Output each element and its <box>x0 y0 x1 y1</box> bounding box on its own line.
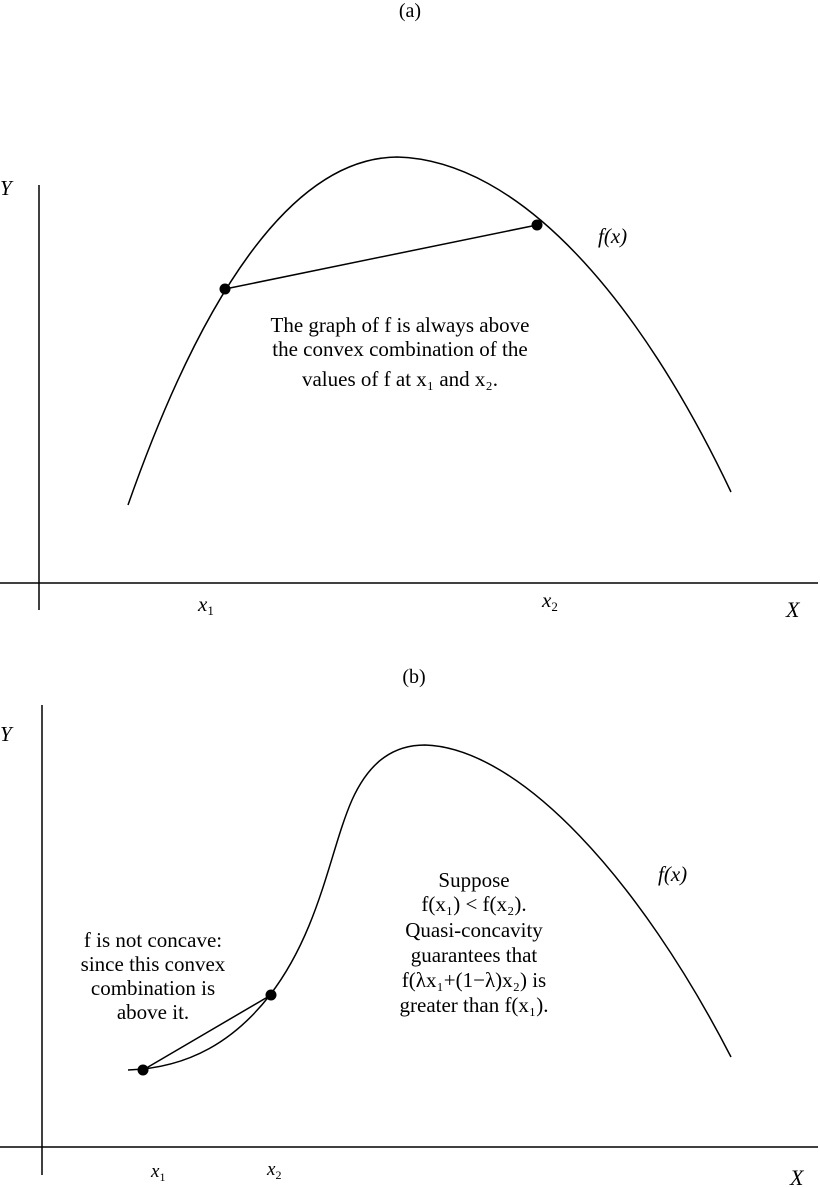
panel-a-note-line3: values of f at x₁ and x₂. <box>301 367 499 391</box>
panel-a-note-line2: the convex combination of the <box>272 337 528 361</box>
panel-a-y-axis-label: Y <box>0 176 12 200</box>
panel-b-right-note-line2: f(x₁) < f(x₂). <box>421 892 527 916</box>
panel-b <box>0 666 818 1187</box>
panel-b-right-note-line1: Suppose <box>438 868 510 892</box>
panel-a-caption: (a) <box>398 0 422 22</box>
panel-a-point-x1 <box>220 284 231 295</box>
panel-a-curve-label: f(x) <box>598 224 628 248</box>
panel-b-right-note-line5: f(λx₁+(1−λ)x₂) is <box>401 968 547 992</box>
panel-a-chord <box>225 225 537 289</box>
panel-b-point-x1 <box>138 1065 149 1076</box>
panel-b-left-note-line1: f is not concave: <box>83 928 223 952</box>
panel-a-x1-label: x1 <box>198 592 214 618</box>
panel-b-left-note-line2: since this convex <box>80 952 226 976</box>
panel-b-x2-label: $x_2$ <box>267 1159 282 1182</box>
panel-b-curve-label: f(x) <box>658 862 688 886</box>
panel-a-x-axis-label: X <box>786 597 800 622</box>
panel-b-caption: (b) <box>402 666 426 688</box>
panel-b-right-note-line3: Quasi-concavity <box>405 918 543 942</box>
panel-a-point-x2 <box>532 220 543 231</box>
panel-b-x-axis-label: X <box>790 1165 804 1187</box>
panel-b-right-note-line4: guarantees that <box>410 943 538 967</box>
panel-b-point-x2 <box>266 990 277 1001</box>
panel-a-x2-label: x2 <box>542 588 558 614</box>
panel-b-x1-label: $x_1$ <box>151 1161 166 1184</box>
panel-b-left-note-line4: above it. <box>116 1000 190 1024</box>
panel-b-left-note-line3: combination is <box>90 976 216 1000</box>
panel-b-right-note-line6: greater than f(x₁). <box>399 993 549 1017</box>
panel-a-note-line1: The graph of f is always above <box>270 313 530 337</box>
panel-b-y-axis-label: Y <box>0 722 12 746</box>
